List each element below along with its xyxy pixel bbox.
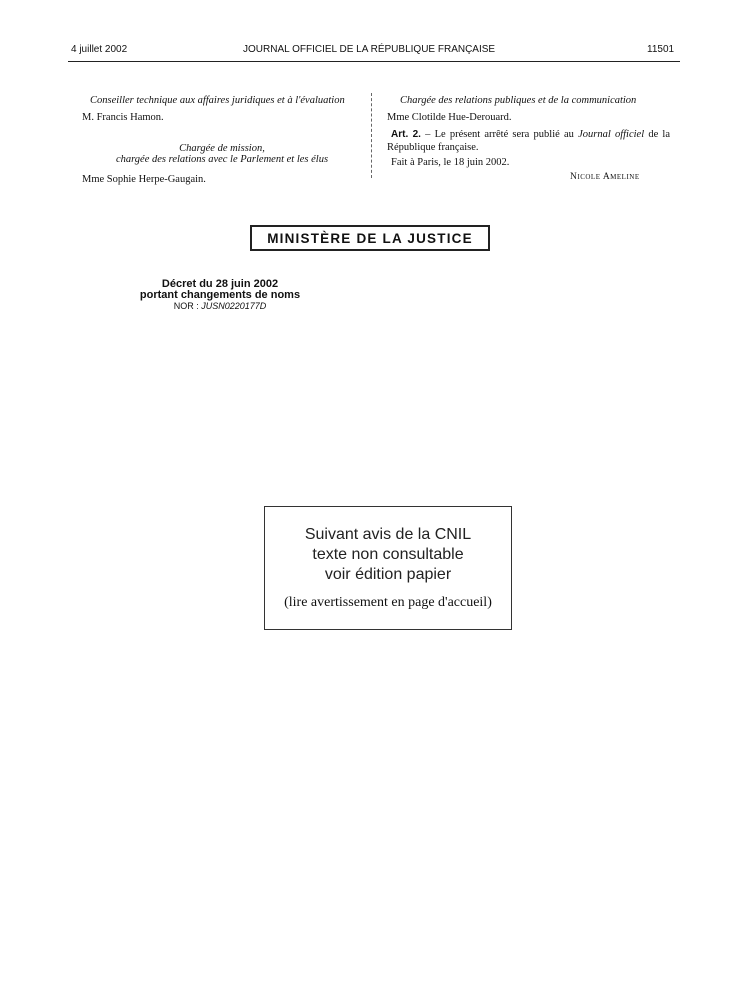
nor-label: NOR : <box>173 301 199 311</box>
page-number: 11501 <box>647 44 675 55</box>
nor-reference <box>120 301 320 311</box>
article-text-2: de la République française. <box>387 129 671 153</box>
left-role-2-line-2: chargée des relations avec le Parlement et les élus <box>115 154 329 165</box>
nor-code: JUSN0220177D <box>201 301 267 311</box>
left-role-2-line-1: Chargée de mission, <box>179 143 265 154</box>
notice-line-2: texte non consultable <box>312 546 464 563</box>
article-label: Art. 2. <box>391 129 421 140</box>
article-text-1: – Le présent arrêté sera publié au <box>420 129 579 140</box>
ministry-title: MINISTÈRE DE LA JUSTICE <box>267 230 473 246</box>
left-role-1: Conseiller technique aux affaires juridiques et à l'évaluation <box>90 95 345 106</box>
column-divider <box>371 93 372 178</box>
cnil-notice-box <box>264 506 512 630</box>
right-role: Chargée des relations publiques et de la communication <box>400 95 637 106</box>
signature: Nicole Ameline <box>570 172 640 182</box>
signing-place-date: Fait à Paris, le 18 juin 2002. <box>391 157 510 168</box>
decree-subtitle: portant changements de noms <box>139 289 301 301</box>
ministry-heading <box>250 225 490 251</box>
article-journal-ref: Journal officiel <box>578 129 645 140</box>
left-name-1: M. Francis Hamon. <box>82 112 164 123</box>
notice-line-4: (lire avertissement en page d'accueil) <box>284 595 492 610</box>
right-name: Mme Clotilde Hue-Derouard. <box>387 112 512 123</box>
left-name-2: Mme Sophie Herpe-Gaugain. <box>82 174 206 185</box>
decree-title: Décret du 28 juin 2002 <box>161 278 279 290</box>
journal-title: JOURNAL OFFICIEL DE LA RÉPUBLIQUE FRANÇAISE <box>243 44 496 55</box>
header-rule <box>68 61 680 62</box>
issue-date: 4 juillet 2002 <box>71 44 128 55</box>
article-2-paragraph <box>387 128 670 154</box>
notice-line-3: voir édition papier <box>324 566 452 583</box>
notice-line-1: Suivant avis de la CNIL <box>304 526 472 543</box>
